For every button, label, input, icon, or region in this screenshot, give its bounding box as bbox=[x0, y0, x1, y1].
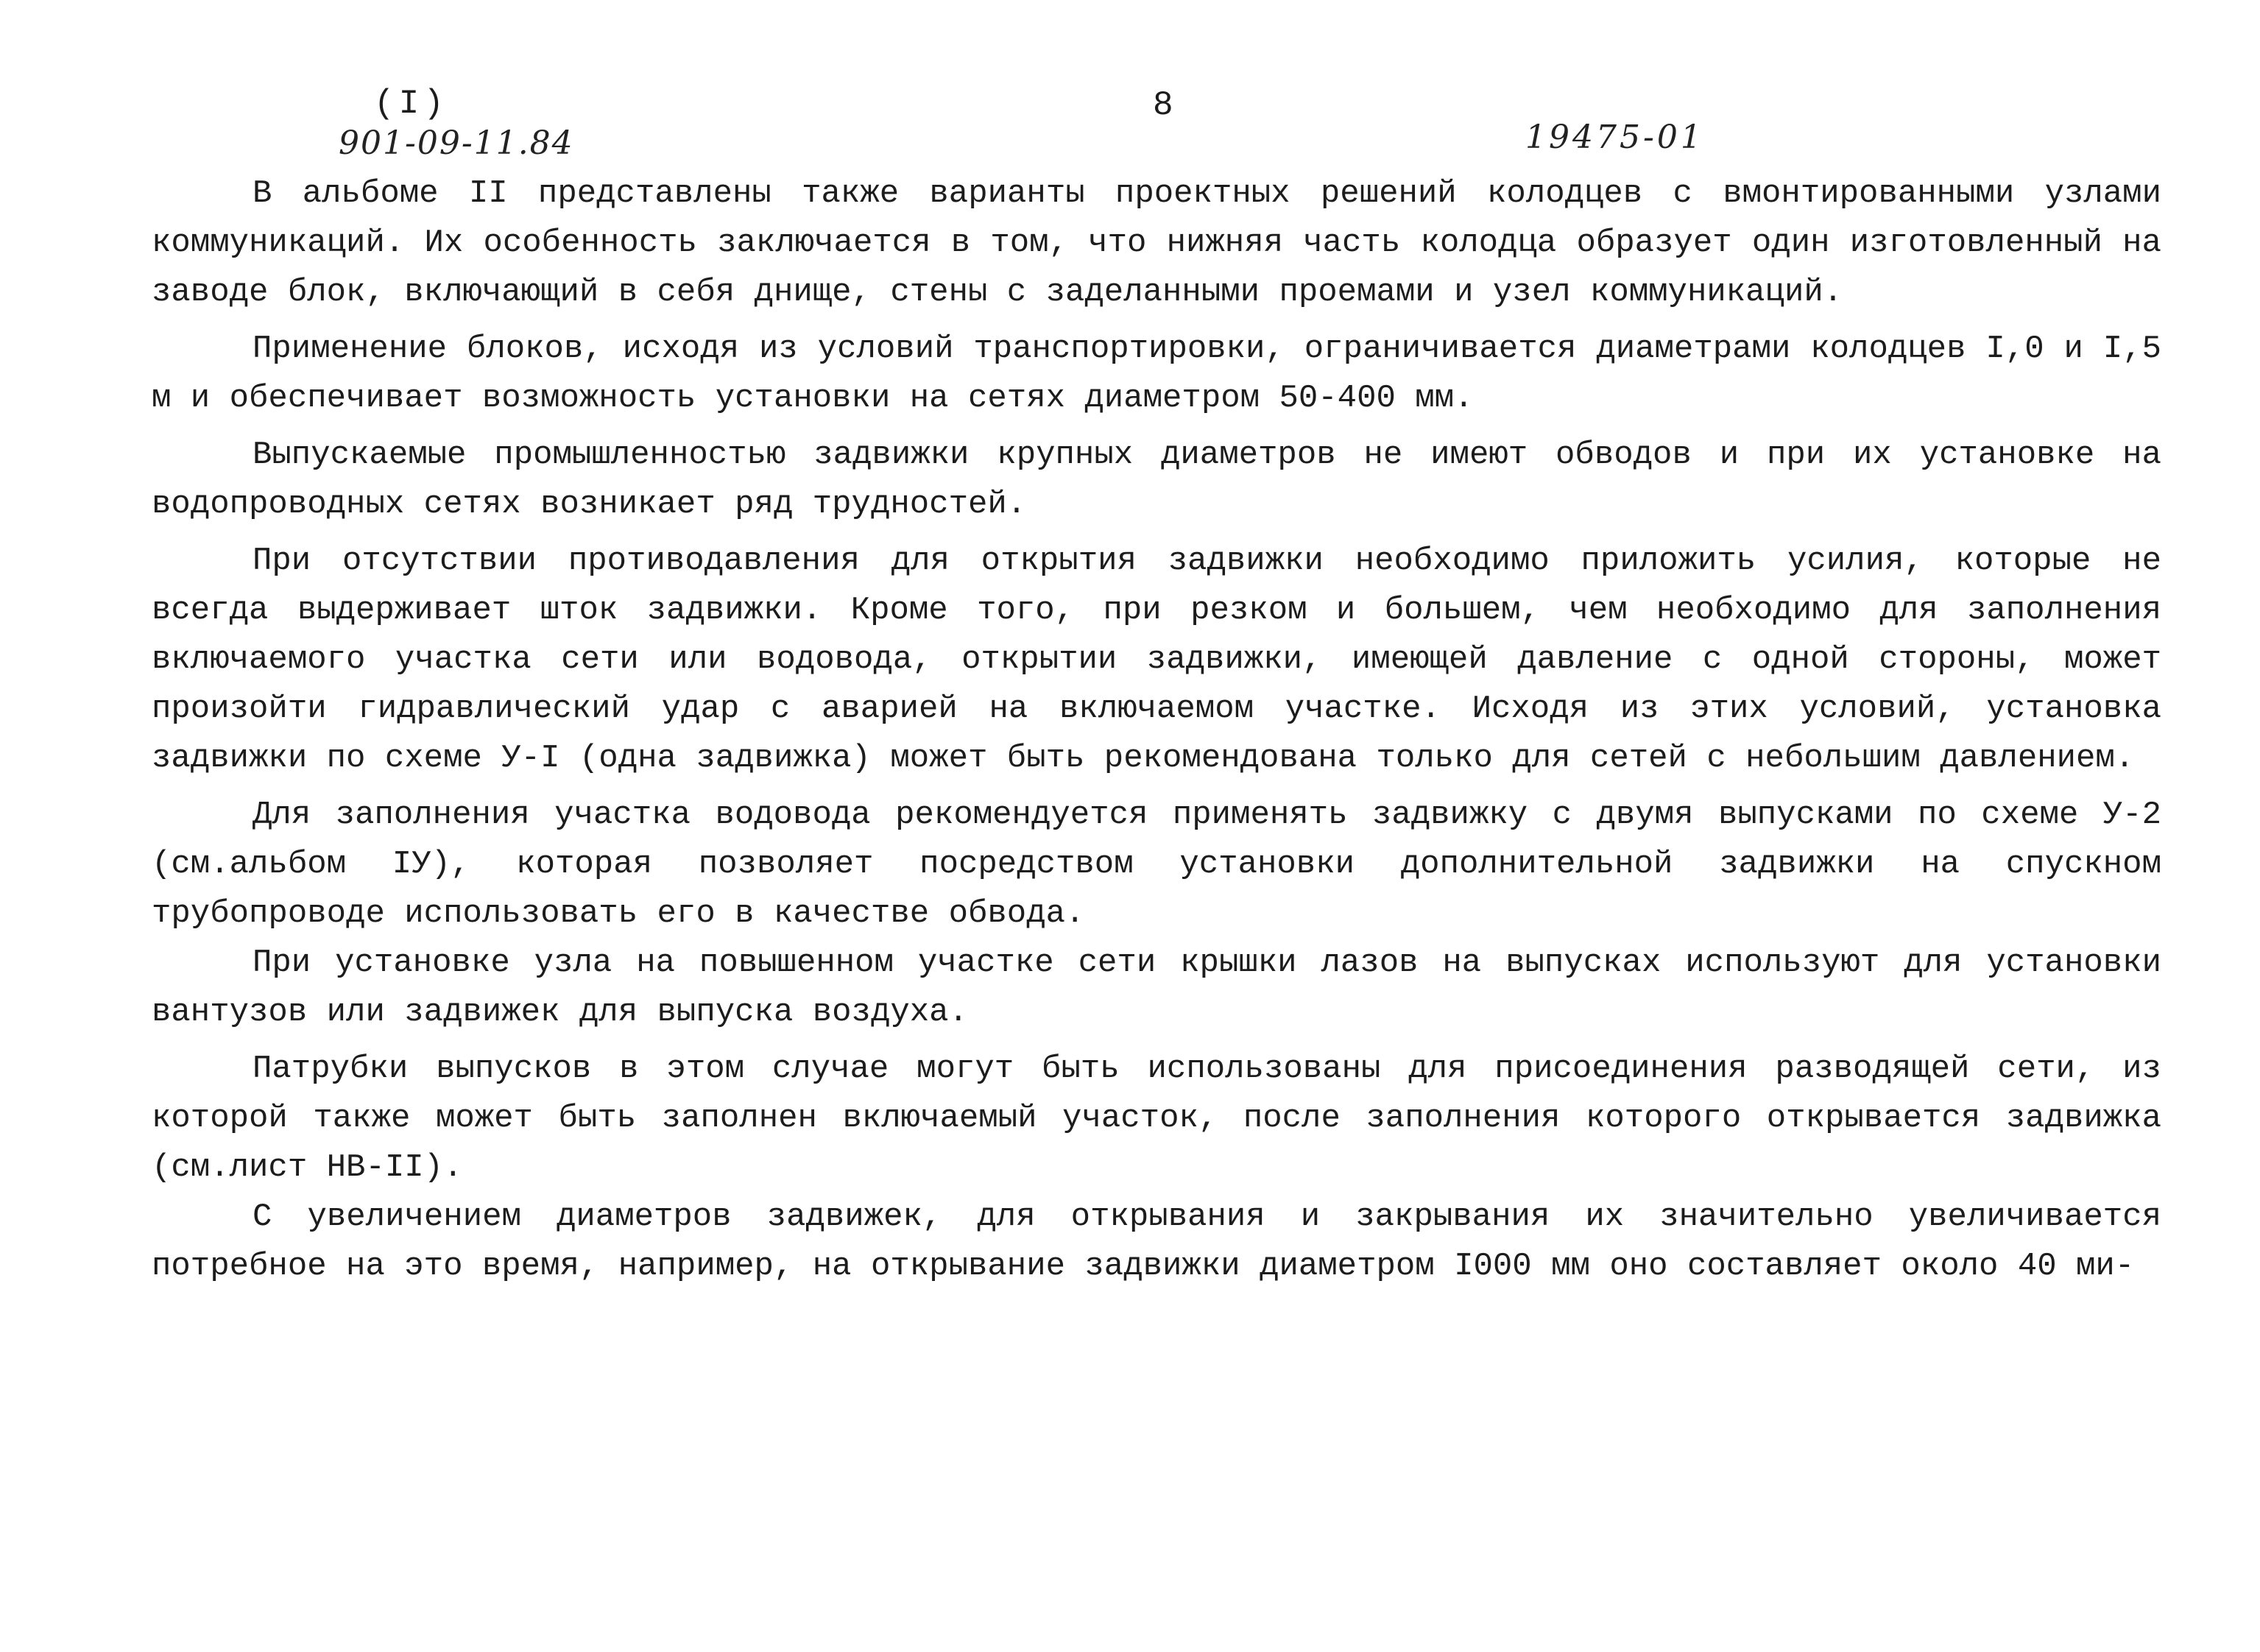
paragraph-filling-section: Для заполнения участка водовода рекомендуется применять задвижку с двумя выпусками по схеме У-2 (см.альбом IУ), которая позволяет посредством установки дополнительной задвижки на спускном трубопроводе использовать его в качестве обвода. bbox=[152, 797, 2161, 932]
paragraph-elevated-section: При установке узла на повышенном участке сети крышки лазов на выпусках используют для установки вантузов или задвижек для выпуска воздуха. bbox=[152, 945, 2161, 1031]
paragraph-album-ii: В альбоме II представлены также варианты проектных решений колодцев с вмонтированными узлами коммуникаций. Их особенность заключается в том, что нижняя часть колодца образует один изготовленный на заводе блок, включающий в себя днище, стены с заделанными проемами и узел коммуникаций. bbox=[152, 175, 2161, 311]
page-number: 8 bbox=[1153, 86, 1173, 124]
paragraph-blocks-application: Применение блоков, исходя из условий транспортировки, ограничивается диаметрами колодцев I,0 и I,5 м и обеспечивает возможность установки на сетях диаметром 50-400 мм. bbox=[152, 331, 2161, 417]
paragraph-counterpressure: При отсутствии противодавления для открытия задвижки необходимо приложить усилия, которые не всегда выдерживает шток задвижки. Кроме того, при резком и большем, чем необходимо для заполнения включаемого участка сети или водовода, открытии задвижки, имеющей давление с одной стороны, может произойти гидравлический удар с аварией на включаемом участке. Исходя из этих условий, установка задвижки по схеме У-I (одна задвижка) может быть рекомендована только для сетей с небольшим давлением. bbox=[152, 543, 2161, 777]
paragraph-valve-diameters: С увеличением диаметров задвижек, для открывания и закрывания их значительно увеличивается потребное на это время, например, на открывание задвижки диаметром I000 мм оно составляет около 40 ми- bbox=[152, 1199, 2161, 1285]
handwritten-document-number: 19475-01 bbox=[1525, 119, 1704, 156]
document-body bbox=[152, 169, 2161, 1291]
paragraph-outlet-pipes: Патрубки выпусков в этом случае могут быть использованы для присоединения разводящей сети, из которой также может быть заполнен включаемый участок, после заполнения которого открывается задвижка (см.лист НВ-II). bbox=[152, 1051, 2161, 1186]
section-label: (I) bbox=[374, 85, 448, 123]
handwritten-project-code: 901-09-11.84 bbox=[339, 124, 574, 162]
paragraph-large-valves: Выпускаемые промышленностью задвижки крупных диаметров не имеют обводов и при их установке на водопроводных сетях возникает ряд трудностей. bbox=[152, 437, 2161, 523]
